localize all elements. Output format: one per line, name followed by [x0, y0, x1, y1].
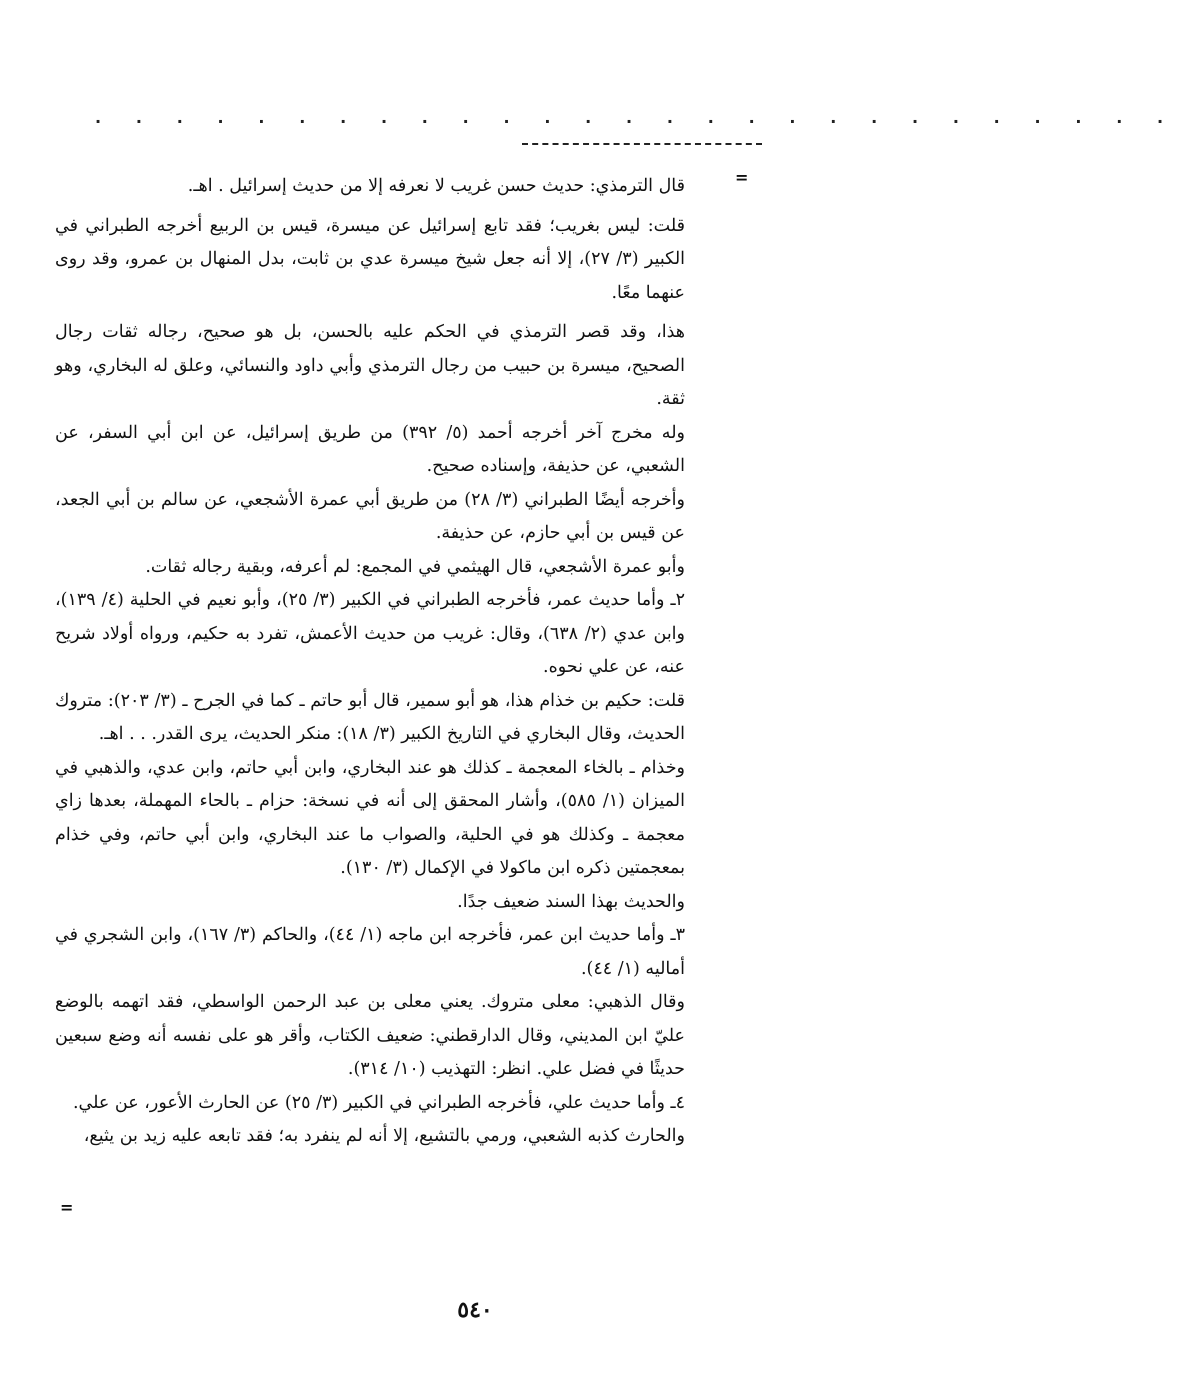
- paragraph: وأبو عمرة الأشجعي، قال الهيثمي في المجمع: لم أعرفه، وبقية رجاله ثقات.: [145, 556, 685, 577]
- paragraph: وخذام ـ بالخاء المعجمة ـ كذلك هو عند البخاري، وابن أبي حاتم، وابن عدي، والذهبي في الميزان (١/ ٥٨٥)، وأشار المحقق إلى أنه في نسخة: حزام ـ بالحاء المهملة، بعدها زاي معجمة ـ وكذلك هو في الحلية، والصواب ما عند البخاري، وابن أبي حاتم، وفي خذام بمعجمتين ذكره ابن ماكولا في الإكمال (٣/ ١٣٠).: [55, 757, 685, 878]
- paragraph: ٤ـ وأما حديث علي، فأخرجه الطبراني في الكبير (٣/ ٢٥) عن الحارث الأعور، عن علي.: [72, 1092, 685, 1113]
- paragraph: قلت: ليس بغريب؛ فقد تابع إسرائيل عن ميسرة، قيس بن الربيع أخرجه الطبراني في الكبير (٣/ ٢٧)، إلا أنه جعل شيخ ميسرة عدي بن ثابت، بدل المنهال بن عمرو، وقد روى عنهما معًا.: [55, 215, 686, 303]
- continuation-mark-top: =: [735, 168, 749, 187]
- paragraph: وأخرجه أيضًا الطبراني (٣/ ٢٨) من طريق أبي عمرة الأشجعي، عن سالم بن أبي الجعد، عن قيس بن أبي حازم، عن حذيفة.: [55, 489, 685, 543]
- page-number: ٥٤٠: [457, 1297, 493, 1323]
- paragraph: ٢ـ وأما حديث عمر، فأخرجه الطبراني في الكبير (٣/ ٢٥)، وأبو نعيم في الحلية (٤/ ١٣٩)، وابن عدي (٢/ ٦٣٨)، وقال: غريب من حديث الأعمش، تفرد به حكيم، ورواه أولاد شريح عنه، عن علي نحوه.: [55, 590, 686, 677]
- paragraph: ٣ـ وأما حديث ابن عمر، فأخرجه ابن ماجه (١/ ٤٤)، والحاكم (٣/ ١٦٧)، وابن الشجري في أماليه (١/ ٤٤).: [55, 925, 685, 979]
- footnote-body: [55, 170, 685, 1154]
- paragraph: هذا، وقد قصر الترمذي في الحكم عليه بالحسن، بل هو صحيح، رجاله ثقات رجال الصحيح، ميسرة بن حبيب من رجال الترمذي وأبي داود والنسائي، وعلق له البخاري، وهو ثقة.: [55, 322, 685, 409]
- paragraph: والحديث بهذا السند ضعيف جدًا.: [457, 891, 685, 912]
- paragraph: وقال الذهبي: معلى متروك. يعني معلى بن عبد الرحمن الواسطي، فقد اتهمه بالوضع عليّ ابن المديني، وقال الدارقطني: ضعيف الكتاب، وأقر هو على نفسه أنه وضع سبعين حديثًا في فضل علي. انظر: التهذيب (١٠/ ٣١٤).: [55, 992, 685, 1079]
- header-dotted-line: . . . . . . . . . . . . . . . . . . . . . . . . . . .: [95, 108, 1178, 127]
- paragraph: والحارث كذبه الشعبي، ورمي بالتشيع، إلا أنه لم ينفرد به؛ فقد تابعه عليه زيد بن يثيع،: [83, 1126, 685, 1146]
- paragraph: وله مخرج آخر أخرجه أحمد (٥/ ٣٩٢) من طريق إسرائيل، عن ابن أبي السفر، عن الشعبي، عن حذيفة، وإسناده صحيح.: [55, 422, 685, 476]
- paragraph: قال الترمذي: حديث حسن غريب لا نعرفه إلا من حديث إسرائيل . اهـ.: [187, 176, 685, 196]
- footnote-separator: [522, 143, 762, 161]
- continuation-mark-bottom: =: [60, 1198, 74, 1217]
- paragraph: قلت: حكيم بن خذام هذا، هو أبو سمير، قال أبو حاتم ـ كما في الجرح ـ (٣/ ٢٠٣): متروك الحديث، وقال البخاري في التاريخ الكبير (٣/ ١٨): منكر الحديث، يرى القدر. . . اهـ.: [55, 690, 685, 744]
